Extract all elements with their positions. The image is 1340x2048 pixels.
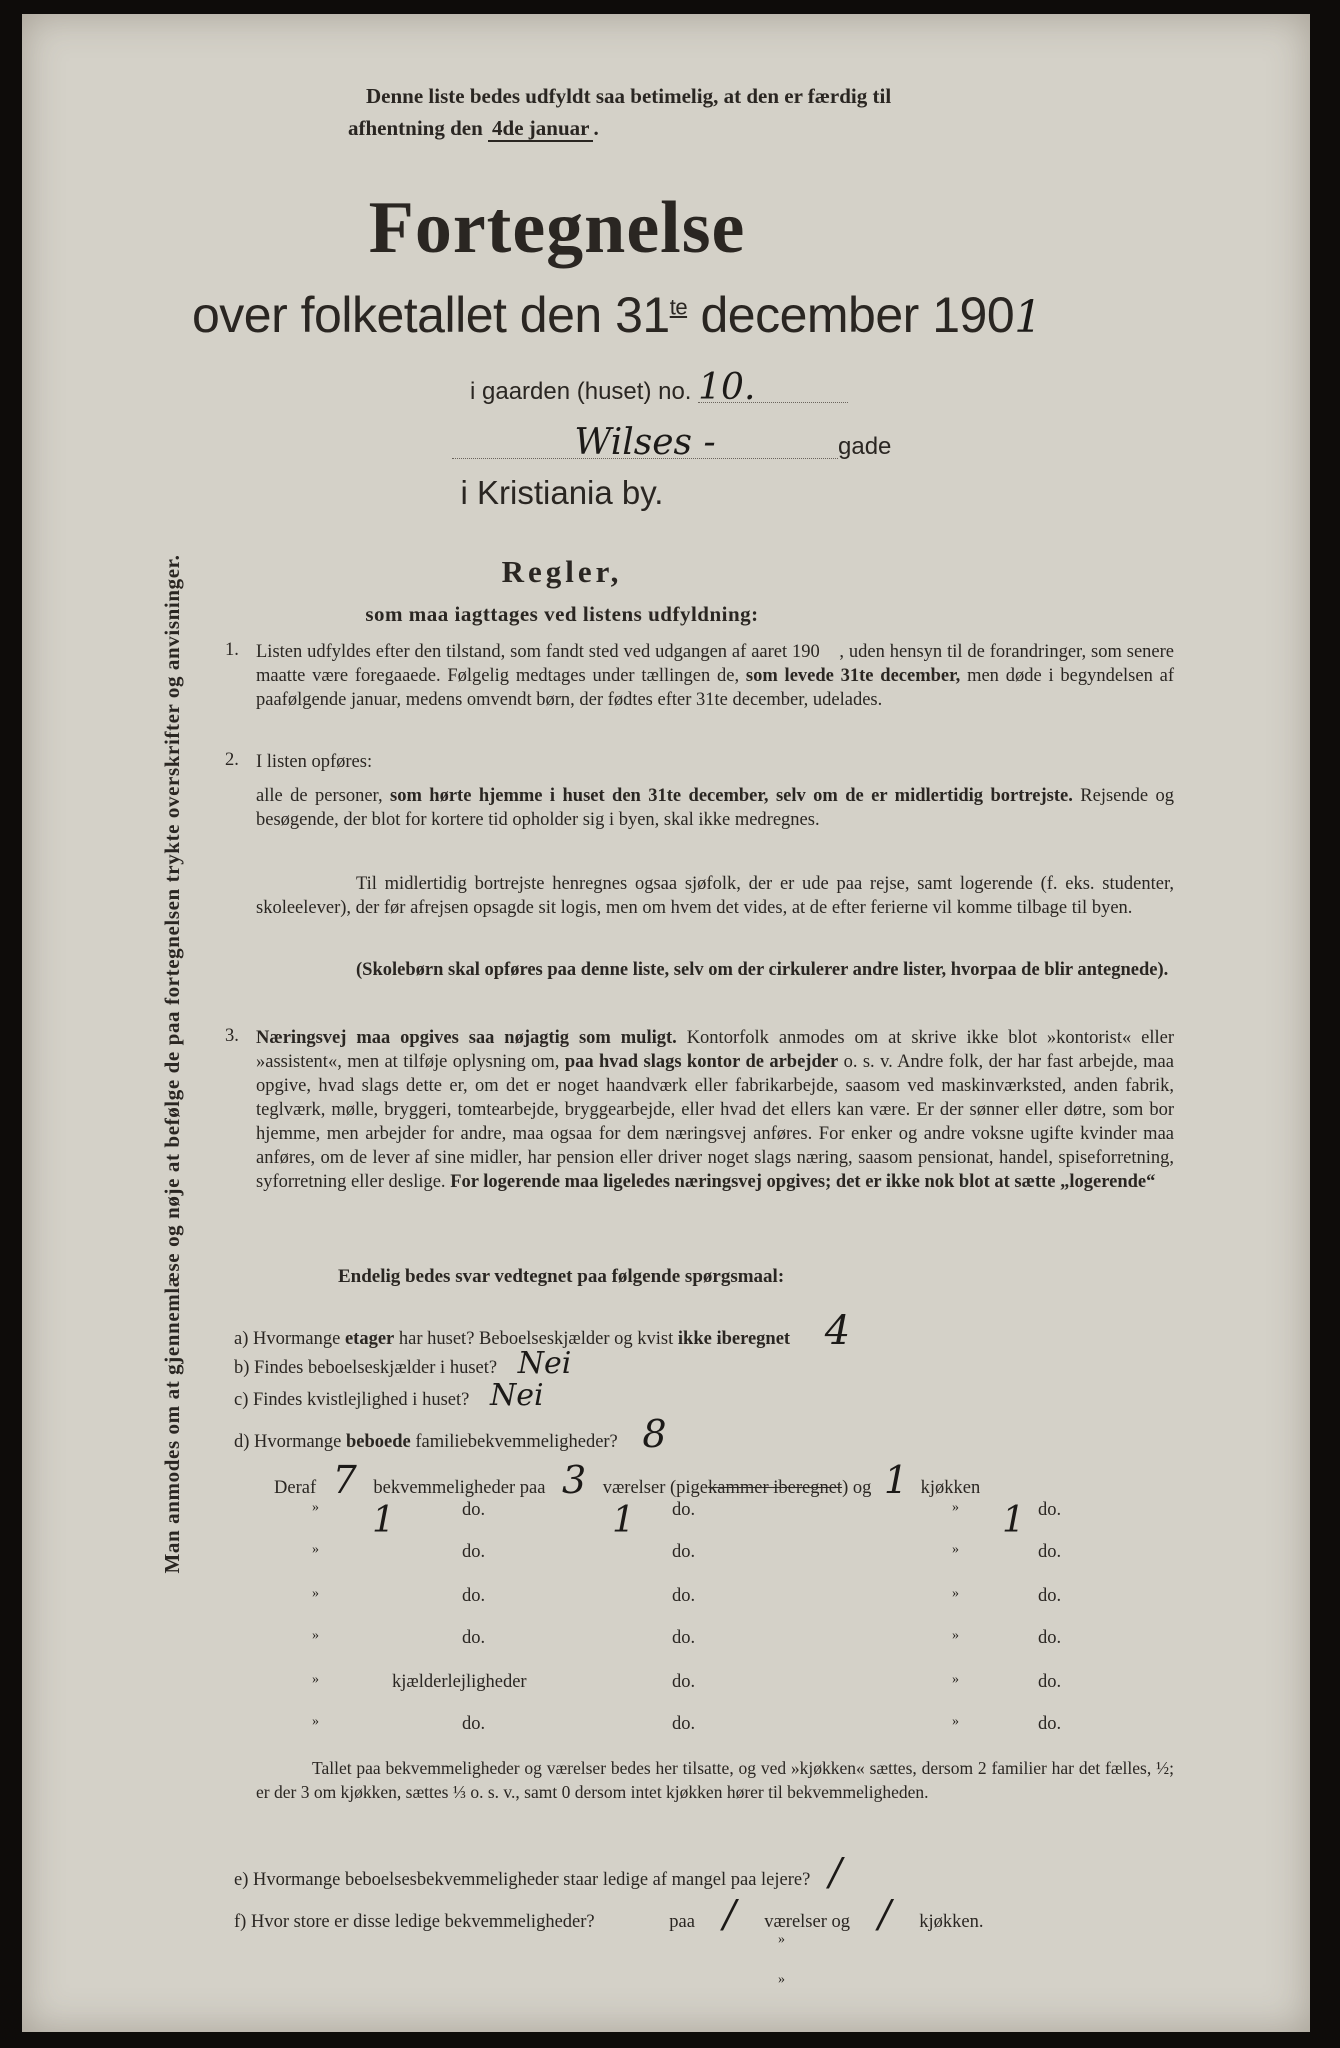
- ditto-mark: »: [952, 1542, 959, 1557]
- notice-line-1: Denne liste bedes udfyldt saa betimelig, at den er færdig til: [366, 84, 892, 108]
- item-2-paragraph-1: alle de personer, som hørte hjemme i huset den 31te december, selv om de er midlertidig bortrejste. Rejsende og besøgende, der blot for kortere tid opholder sig i byen, skal ikke medregnes.: [256, 786, 1174, 830]
- handwritten-house-no: 10.: [698, 374, 848, 403]
- ditto-mark: »: [952, 1628, 959, 1643]
- answer-f-rooms: /: [723, 1892, 736, 1936]
- ditto-do-1: do.: [462, 1542, 486, 1562]
- ditto-mark: »: [312, 1672, 319, 1687]
- rules-subheading: som maa iagttages ved listens udfyldning:: [365, 602, 759, 626]
- question-c-label: c): [234, 1390, 249, 1410]
- ditto-do-3: do.: [1038, 1714, 1062, 1734]
- question-a-text: Hvormange etager har huset? Beboelseskjælder og kvist ikke iberegnet: [253, 1329, 791, 1349]
- row0-col-a: 7: [332, 1458, 357, 1502]
- question-d: [234, 1412, 667, 1456]
- table-header-row: [274, 1458, 980, 1502]
- answer-f-kitchen: /: [878, 1892, 892, 1936]
- item-2-heading: I listen opføres:: [256, 752, 373, 772]
- ditto-do-1: do.: [462, 1500, 486, 1520]
- answer-b: Nei: [517, 1346, 572, 1381]
- answer-d: 8: [642, 1412, 667, 1456]
- answer-c: Nei: [489, 1378, 544, 1413]
- subtitle-part-a: over folketallet den 31: [192, 287, 670, 343]
- row0-col-c: 1: [883, 1458, 909, 1502]
- item-1-number: 1.: [225, 640, 239, 660]
- questions-heading: Endelig bedes svar vedtegnet paa følgende spørgsmaal:: [338, 1266, 785, 1287]
- question-e-label: e): [234, 1870, 249, 1890]
- side-instruction: Man anmodes om at gjennemlæse og nøje at befølge de paa fortegnelsen trykte overskrifter og anvisninger.: [160, 554, 184, 1574]
- question-f-text: Hvor store er disse ledige bekvemmeligheder?: [250, 1912, 595, 1932]
- ditto-mark: »: [312, 1714, 319, 1729]
- question-f: [234, 1892, 983, 1936]
- struck-text: kammer iberegnet: [708, 1478, 843, 1498]
- ditto-mark: »: [312, 1628, 319, 1643]
- table-row: [312, 1628, 1112, 1658]
- ditto-mark: »: [952, 1586, 959, 1601]
- row0-col-b: 3: [561, 1458, 587, 1502]
- row-col-c: 1: [1002, 1500, 1025, 1541]
- street-line: [452, 422, 892, 463]
- ditto-do-1: do.: [462, 1714, 486, 1734]
- item-2-paragraph-2: Til midlertidig bortrejste henregnes ogsaa sjøfolk, der er ude paa rejse, samt logerende (f. eks. studenter, skoleelever), der før afrejsen opsagde sit logis, men om hvem det vides, at de efter ferierne vil komme tilbage til byen.: [256, 874, 1174, 918]
- answer-e: /: [828, 1850, 842, 1894]
- col2-text: værelser (pige: [602, 1478, 708, 1498]
- item-3-number: 3.: [225, 1026, 239, 1046]
- kjaelder-label: kjælderlejligheder: [392, 1672, 527, 1692]
- col3-text: ) og: [842, 1478, 872, 1498]
- question-c-text: Findes kvistlejlighed i huset?: [253, 1390, 470, 1410]
- street-suffix: gade: [838, 433, 892, 460]
- ditto-do-2: do.: [672, 1586, 696, 1606]
- item-2-paragraph-3: (Skolebørn skal opføres paa denne liste, selv om der cirkulerer andre lister, hvorpaa de blir antegnede).: [356, 960, 1169, 980]
- question-f-kitchen-label: kjøkken.: [919, 1912, 984, 1932]
- ditto-do-3: do.: [1038, 1586, 1062, 1606]
- ditto-do-2: do.: [672, 1500, 696, 1520]
- rules-heading: Regler,: [501, 554, 623, 589]
- tail-mark-2: »: [778, 1972, 785, 1987]
- form-subtitle: [192, 286, 1042, 344]
- question-b: [234, 1346, 571, 1381]
- ditto-do-3: do.: [1038, 1672, 1062, 1692]
- item-1-text: Listen udfyldes efter den tilstand, som fandt sted ved udgangen af aaret 190 , uden hensyn til de forandringer, som senere maatte være foregaaede. Følgelig medtages under tællingen de, som levede 31te december, men døde i begyndelsen af paafølgende januar, medens omvendt børn, der fødtes efter 31te december, udelades.: [256, 642, 1175, 710]
- ditto-do-2: do.: [672, 1672, 696, 1692]
- tail-mark-1: »: [778, 1932, 785, 1947]
- form-title: Fortegnelse: [368, 187, 746, 269]
- ditto-mark: »: [312, 1586, 319, 1601]
- notice-date: 4de januar: [488, 116, 593, 142]
- ditto-do-3: do.: [1038, 1628, 1062, 1648]
- table-row: [312, 1500, 1112, 1541]
- question-a-label: a): [234, 1329, 249, 1349]
- answer-a: 4: [824, 1308, 851, 1354]
- house-line: [470, 367, 848, 408]
- ditto-mark: »: [952, 1714, 959, 1729]
- census-form-page: [22, 14, 1310, 2032]
- ditto-do-2: do.: [672, 1542, 696, 1562]
- question-e: [234, 1850, 842, 1894]
- notice-pickup: afhentning den: [348, 116, 483, 140]
- notice-line-2: [348, 116, 599, 141]
- question-c: [234, 1378, 544, 1413]
- handwritten-year-digit: 1: [1014, 292, 1042, 343]
- table-row: [312, 1542, 1112, 1572]
- ditto-mark: »: [312, 1500, 319, 1515]
- ditto-mark: »: [952, 1672, 959, 1687]
- ditto-do-2: do.: [672, 1714, 696, 1734]
- ditto-mark: »: [952, 1500, 959, 1515]
- question-e-text: Hvormange beboelsesbekvemmeligheder staar ledige af mangel paa lejere?: [253, 1870, 811, 1890]
- ditto-do-1: do.: [462, 1586, 486, 1606]
- ditto-mark: »: [312, 1542, 319, 1557]
- row-col-b: 1: [612, 1500, 635, 1541]
- item-2-number: 2.: [225, 750, 239, 770]
- ditto-do-3: do.: [1038, 1542, 1062, 1562]
- question-f-rooms-label: værelser og: [764, 1912, 850, 1932]
- ditto-do-2: do.: [672, 1628, 696, 1648]
- ditto-do-1: do.: [462, 1628, 486, 1648]
- table-row: [312, 1714, 1112, 1744]
- table-row: [312, 1586, 1112, 1616]
- note-text: Tallet paa bekvemmeligheder og værelser bedes her tilsatte, og ved »kjøkken« sættes, dersom 2 familier har det fælles, ½; er der 3 om kjøkken, sættes ⅓ o. s. v., samt 0 dersom intet kjøkken hører til bekvemmeligheden.: [256, 1758, 1174, 1802]
- question-d-text: Hvormange beboede familiebekvemmeligheder?: [254, 1432, 618, 1452]
- row-col-a: 1: [372, 1500, 395, 1541]
- question-b-label: b): [234, 1358, 250, 1378]
- house-prefix: i gaarden (huset) no.: [470, 378, 692, 405]
- item-3-text: Næringsvej maa opgives saa nøjagtig som muligt. Kontorfolk anmodes om at skrive ikke blot »kontorist« eller »assistent«, men at tilføje oplysning om, paa hvad slags kontor de arbejder o. s. v. Andre folk, der har fast arbejde, maa opgive, hvad slags dette er, om det er noget haandværk eller fabrikarbejde, saasom ved maskinværksted, anden fabrik, teglværk, mølle, bryggeri, tomtearbejde, bryggearbejde, eller hvad det ellers kan være. Er der sønner eller døtre, som bor hjemme, men arbejder for andre, maa ogsaa for dem næringsvej anføres. For enker og andre voksne ugifte kvinder maa anføres, om de lever af sine midler, har pension eller driver noget slags næring, saasom pensionat, handel, spiseforretning, syforretning eller deslige. For logerende maa ligeledes næringsvej opgives; det er ikke nok blot at sætte „logerende“: [256, 1028, 1174, 1192]
- handwritten-street: Wilses -: [452, 428, 838, 459]
- question-f-paa: paa: [669, 1912, 695, 1932]
- ditto-do-3: do.: [1038, 1500, 1062, 1520]
- subtitle-sup: te: [669, 294, 688, 320]
- table-row: [312, 1672, 1112, 1702]
- question-d-label: d): [234, 1432, 250, 1452]
- city-line: i Kristiania by.: [460, 474, 664, 511]
- col4-text: kjøkken: [920, 1478, 981, 1498]
- notice-period: .: [593, 116, 599, 140]
- question-b-text: Findes beboelseskjælder i huset?: [254, 1358, 498, 1378]
- deraf-label: Deraf: [274, 1478, 317, 1498]
- subtitle-part-b: december 190: [700, 287, 1015, 343]
- question-f-label: f): [234, 1912, 247, 1932]
- col1-text: bekvemmeligheder paa: [373, 1478, 546, 1498]
